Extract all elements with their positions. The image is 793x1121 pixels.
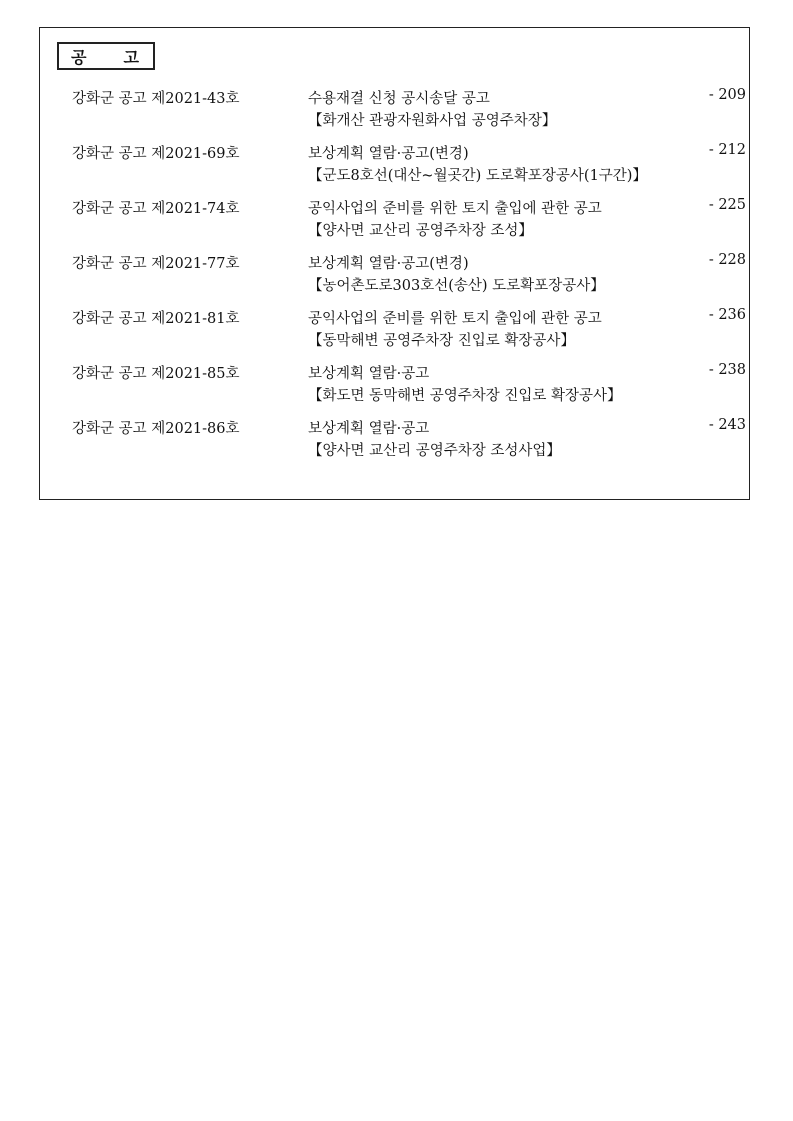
notice-number: 강화군 공고 제2021-77호 — [72, 256, 240, 272]
notice-title: 공익사업의 준비를 위한 토지 출입에 관한 공고 — [308, 201, 602, 217]
notice-page-number: - 225 — [708, 197, 746, 213]
notice-title: 공익사업의 준비를 위한 토지 출입에 관한 공고 — [308, 311, 602, 327]
notice-page-number: - 238 — [708, 362, 746, 378]
notice-entry[interactable] — [0, 417, 793, 472]
notice-page-number: - 243 — [708, 417, 746, 433]
notice-page-number: - 212 — [708, 142, 746, 158]
notice-title: 보상계획 열람·공고 — [308, 366, 430, 382]
notice-number: 강화군 공고 제2021-81호 — [72, 311, 240, 327]
notice-number: 강화군 공고 제2021-74호 — [72, 201, 240, 217]
notice-project: 【화개산 관광자원화사업 공영주차장】 — [308, 113, 557, 129]
notice-title: 수용재결 신청 공시송달 공고 — [308, 91, 490, 107]
notice-entry[interactable] — [0, 142, 793, 197]
notice-page-number: - 236 — [708, 307, 746, 323]
notice-project: 【화도면 동막해변 공영주차장 진입로 확장공사】 — [308, 388, 622, 404]
notice-project: 【양사면 교산리 공영주차장 조성】 — [308, 223, 533, 239]
notice-project: 【군도8호선(대산~월곳간) 도로확포장공사(1구간)】 — [308, 168, 647, 184]
notice-entry[interactable] — [0, 197, 793, 252]
notice-entry[interactable] — [0, 362, 793, 417]
notice-title: 보상계획 열람·공고(변경) — [308, 256, 469, 272]
section-title-box — [57, 42, 155, 70]
notice-entry[interactable] — [0, 87, 793, 142]
section-title-char-1: 공 — [71, 47, 87, 67]
notice-number: 강화군 공고 제2021-86호 — [72, 421, 240, 437]
notice-number: 강화군 공고 제2021-43호 — [72, 91, 240, 107]
notice-entry[interactable] — [0, 252, 793, 307]
notice-title: 보상계획 열람·공고 — [308, 421, 430, 437]
section-title-char-2: 고 — [123, 47, 139, 67]
notice-title: 보상계획 열람·공고(변경) — [308, 146, 469, 162]
notice-project: 【양사면 교산리 공영주차장 조성사업】 — [308, 443, 561, 459]
notice-number: 강화군 공고 제2021-69호 — [72, 146, 240, 162]
notice-page-number: - 228 — [708, 252, 746, 268]
notice-entry[interactable] — [0, 307, 793, 362]
notice-project: 【농어촌도로303호선(송산) 도로확포장공사】 — [308, 278, 605, 294]
notice-project: 【동막해변 공영주차장 진입로 확장공사】 — [308, 333, 575, 349]
notice-list — [0, 87, 793, 472]
notice-number: 강화군 공고 제2021-85호 — [72, 366, 240, 382]
notice-page-number: - 209 — [708, 87, 746, 103]
